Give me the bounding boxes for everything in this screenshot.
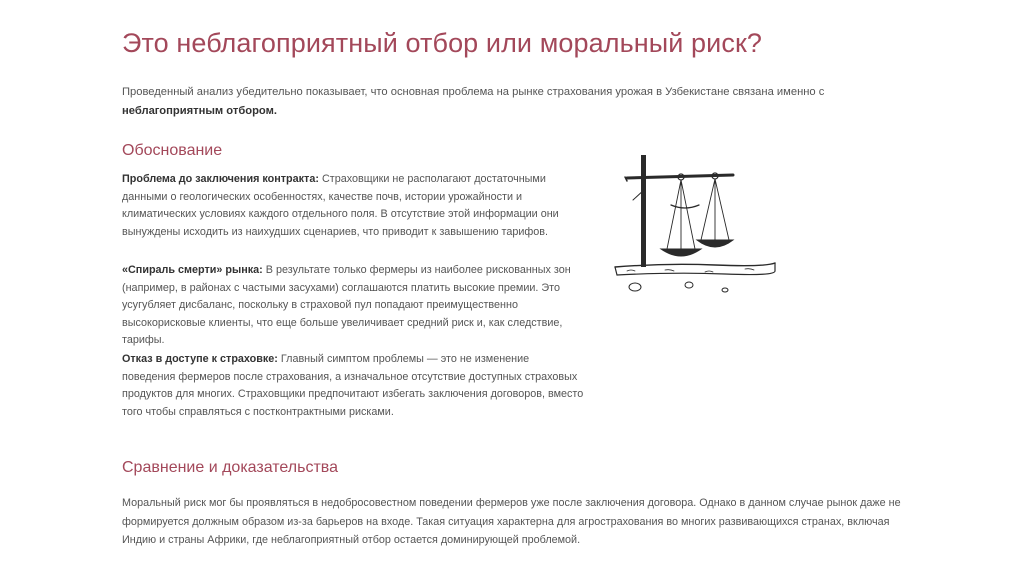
intro-paragraph bbox=[122, 83, 912, 121]
item-text: В результате только фермеры из наиболее рискованных зон (например, в районах с частыми засухами) соглашаются платить высокие премии. Это усугубляет дисбаланс, поскольку в страховой пул попадают преимущественно высокорисковые клиенты, что еще больше увеличивает средний риск и, как следствие, тарифы. bbox=[122, 264, 571, 347]
section-heading-comparison: Сравнение и доказательства bbox=[122, 459, 339, 476]
balance-scale-icon bbox=[605, 145, 785, 297]
list-item bbox=[122, 351, 584, 421]
list-item bbox=[122, 171, 584, 241]
intro-text: Проведенный анализ убедительно показывает, что основная проблема на рынке страхования урожая в Узбекистане связана именно с bbox=[122, 86, 825, 98]
intro-emphasis: неблагоприятным отбором. bbox=[122, 105, 277, 117]
comparison-paragraph: Моральный риск мог бы проявляться в недобросовестном поведении фермеров уже после заключения договора. Однако в данном случае рынок даже не формируется должным образом из-за барьеров на входе. Такая ситуация характерна для агрострахования во многих развивающихся странах, включая Индию и страны Африки, где неблагоприятный отбор остается доминирующей проблемой. bbox=[122, 497, 901, 546]
item-lead: Отказ в доступе к страховке: bbox=[122, 353, 278, 365]
item-lead: Проблема до заключения контракта: bbox=[122, 173, 319, 185]
item-text: Главный симптом проблемы — это не изменение поведения фермеров после страхования, а изначальное отсутствие доступных страховых продуктов для многих. Страховщики предпочитают избегать заключения договоров, вместо того чтобы справляться с постконтрактными рисками. bbox=[122, 353, 584, 418]
list-item bbox=[122, 262, 584, 350]
page-title: Это неблагоприятный отбор или моральный риск? bbox=[122, 28, 762, 58]
item-text: Страховщики не располагают достаточными данными о геологических особенностях, качестве почв, истории урожайности и климатических условиях каждого отдельного поля. В отсутствие этой информации они вынуждены исходить из наихудших сценариев, что приводит к завышению тарифов. bbox=[122, 173, 559, 238]
section-heading-justification: Обоснование bbox=[122, 142, 223, 159]
item-lead: «Спираль смерти» рынка: bbox=[122, 264, 263, 276]
